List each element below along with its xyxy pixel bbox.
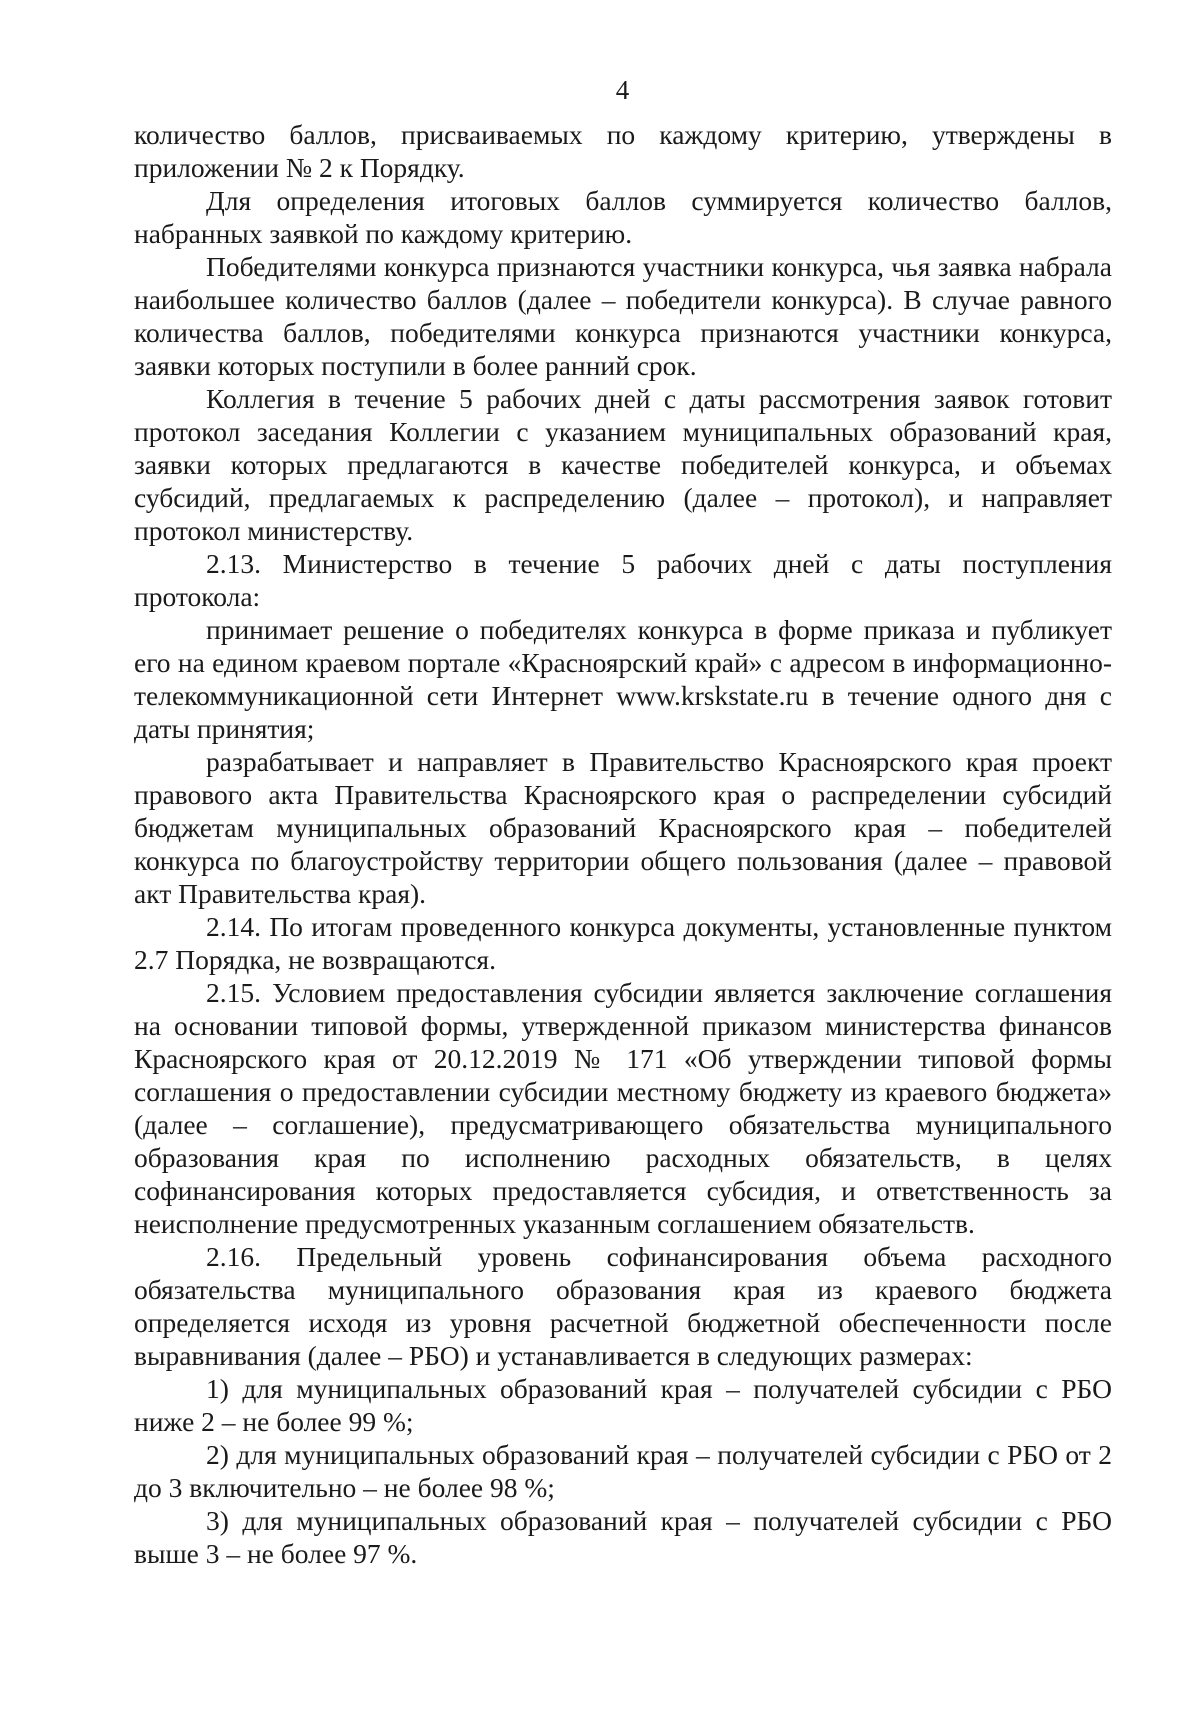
list-item-rbo-below-2: 1) для муниципальных образований края – получателей субсидии с РБО ниже 2 – не более 99 %; <box>134 1373 1112 1437</box>
paragraph-2-16: 2.16. Предельный уровень софинансирования объема расходного обязательства муниципального образования края из краевого бюджета определяется исходя из уровня расчетной бюджетной обеспеченности после выравнивания (далее – РБО) и устанавливается в следующих размерах: <box>134 1241 1112 1371</box>
paragraph-2-15: 2.15. Условием предоставления субсидии является заключение соглашения на основании типовой формы, утвержденной приказом министерства финансов Красноярского края от 20.12.2019 № 171 «Об утверждении типовой формы соглашения о предоставлении субсидии местному бюджету из краевого бюджета» (далее – соглашение), предусматривающего обязательства муниципального образования края по исполнению расходных обязательств, в целях софинансирования которых предоставляется субсидия, и ответственность за неисполнение предусмотренных указанным соглашением обязательств. <box>134 977 1112 1239</box>
paragraph-2-13-legal-act: разрабатывает и направляет в Правительство Красноярского края проект правового акта Правительства Красноярского края о распределении субсидий бюджетам муниципальных образований Красноярского края – победителей конкурса по благоустройству территории общего пользования (далее – правовой акт Правительства края). <box>134 746 1112 909</box>
list-item-rbo-2-to-3: 2) для муниципальных образований края – получателей субсидии с РБО от 2 до 3 включительно – не более 98 %; <box>134 1439 1112 1503</box>
paragraph-criteria-points: количество баллов, присваиваемых по каждому критерию, утверждены в приложении № 2 к Порядку. <box>134 119 1112 183</box>
paragraph-total-points: Для определения итоговых баллов суммируется количество баллов, набранных заявкой по каждому критерию. <box>134 185 1112 249</box>
paragraph-2-14: 2.14. По итогам проведенного конкурса документы, установленные пунктом 2.7 Порядка, не возвращаются. <box>134 911 1112 975</box>
list-item-rbo-above-3: 3) для муниципальных образований края – получателей субсидии с РБО выше 3 – не более 97 %. <box>134 1505 1112 1569</box>
paragraph-2-13: 2.13. Министерство в течение 5 рабочих дней с даты поступления протокола: <box>134 548 1112 612</box>
document-body <box>134 118 1112 1570</box>
paragraph-2-13-decision: принимает решение о победителях конкурса в форме приказа и публикует его на едином краевом портале «Красноярский край» с адресом в информационно-телекоммуникационной сети Интернет www.krskstate.ru в течение одного дня с даты принятия; <box>134 614 1112 744</box>
paragraph-winners: Победителями конкурса признаются участники конкурса, чья заявка набрала наибольшее количество баллов (далее – победители конкурса). В случае равного количества баллов, победителями конкурса признаются участники конкурса, заявки которых поступили в более ранний срок. <box>134 251 1112 381</box>
page-number: 4 <box>615 75 630 105</box>
paragraph-collegium-protocol: Коллегия в течение 5 рабочих дней с даты рассмотрения заявок готовит протокол заседания Коллегии с указанием муниципальных образований края, заявки которых предлагаются в качестве победителей конкурса, и объемах субсидий, предлагаемых к распределению (далее – протокол), и направляет протокол министерству. <box>134 383 1112 546</box>
